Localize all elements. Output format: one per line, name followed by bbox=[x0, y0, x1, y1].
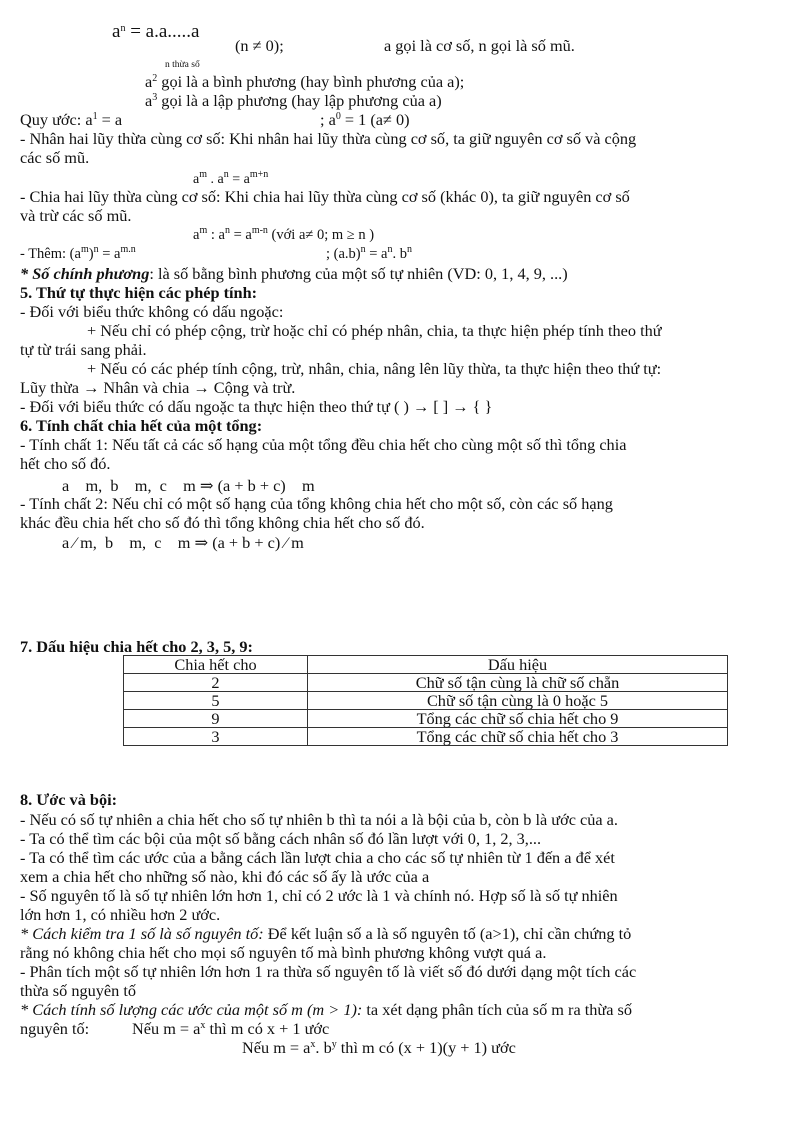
section8-line12-label: nguyên tố: bbox=[20, 1019, 90, 1038]
section8-line6: lớn hơn 1, có nhiều hơn 2 ước. bbox=[20, 905, 221, 924]
def-lhs: a bbox=[112, 21, 121, 42]
extra-line bbox=[20, 245, 136, 264]
prime-check-label: * Cách kiểm tra 1 số là số nguyên tố: bbox=[20, 924, 264, 943]
section5-heading: 5. Thứ tự thực hiện các phép tính: bbox=[20, 283, 258, 302]
section8-line2: - Ta có thể tìm các bội của một số bằng cách nhân số đó lần lượt với 0, 1, 2, 3,... bbox=[20, 829, 542, 848]
table-header-row bbox=[124, 656, 728, 674]
mf-n: n bbox=[223, 169, 229, 180]
section6-prop2-2: khác đều chia hết cho số đó thì tổng không chia hết cho số đó. bbox=[20, 513, 425, 532]
section8-line8: rằng nó không chia hết cho mọi số nguyên tố mà bình phương không vượt quá a. bbox=[20, 943, 547, 962]
divisor-count-case2 bbox=[242, 1038, 516, 1057]
def-condition: (n ≠ 0); bbox=[235, 36, 284, 55]
square-text: gọi là a bình phương (hay bình phương của a); bbox=[157, 72, 465, 91]
convention-rhs2: = 1 (a≠ 0) bbox=[340, 110, 410, 129]
case2-post: thì m có (x + 1)(y + 1) ước bbox=[336, 1038, 516, 1057]
df-eq: = a bbox=[229, 227, 252, 243]
extra-eq2: = a bbox=[365, 246, 388, 262]
cube-text: gọi là a lập phương (hay lập phương của a) bbox=[157, 91, 442, 110]
extra-n: n bbox=[93, 244, 99, 255]
table-cell: Chữ số tận cùng là 0 hoặc 5 bbox=[308, 692, 728, 710]
extra-label: - Thêm: (a bbox=[20, 246, 81, 262]
section8-count bbox=[20, 1000, 632, 1019]
extra-part2-text: ; (a.b) bbox=[326, 246, 361, 262]
table-row bbox=[124, 692, 728, 710]
table-cell: 9 bbox=[124, 710, 308, 728]
count-label: * Cách tính số lượng các ước của một số m (m > 1): bbox=[20, 1000, 363, 1019]
square-number-label: * Số chính phương bbox=[20, 264, 150, 283]
mf-m: m bbox=[199, 169, 207, 180]
case2-mid: . b bbox=[315, 1038, 332, 1057]
section6-prop1-1: - Tính chất 1: Nếu tất cả các số hạng của một tổng đều chia hết cho cùng một số thì tổng chia bbox=[20, 435, 627, 454]
section5-line6: - Đối với biểu thức có dấu ngoặc ta thực hiện theo thứ tự ( ) → [ ] → { } bbox=[20, 397, 493, 416]
extra-m: m bbox=[80, 244, 89, 255]
section5-line3: tự từ trái sang phải. bbox=[20, 340, 147, 359]
extra-n2: n bbox=[360, 244, 366, 255]
table-cell: Tổng các chữ số chia hết cho 9 bbox=[308, 710, 728, 728]
table-row bbox=[124, 710, 728, 728]
def-under: n thừa số bbox=[165, 60, 200, 70]
section8-prime-check bbox=[20, 924, 631, 943]
square-number-text: : là số bằng bình phương của một số tự nhiên (VD: 0, 1, 4, 9, ...) bbox=[149, 264, 568, 283]
power-definition bbox=[112, 22, 199, 41]
section6-prop2-1: - Tính chất 2: Nếu chỉ có một số hạng của tổng không chia hết cho một số, còn các số hạng bbox=[20, 494, 613, 513]
square-line: $a^2$ gọi là a bình phương (hay bình phương của a); bbox=[145, 72, 465, 91]
mf-mn: m+n bbox=[249, 169, 269, 180]
section8-line1: - Nếu có số tự nhiên a chia hết cho số tự nhiên b thì ta nói a là bội của b, còn b là ước của a. bbox=[20, 810, 618, 829]
extra-eq: = a bbox=[98, 246, 121, 262]
extra-mn: m.n bbox=[120, 244, 136, 255]
multiply-rule-2: các số mũ. bbox=[20, 148, 90, 167]
convention-rhs1: = a bbox=[97, 110, 123, 129]
extra-n3: n bbox=[387, 244, 393, 255]
section7-heading: 7. Dấu hiệu chia hết cho 2, 3, 5, 9: bbox=[20, 637, 253, 656]
divide-rule-1: - Chia hai lũy thừa cùng cơ số: Khi chia hai lũy thừa cùng cơ số (khác 0), ta giữ nguyên cơ số bbox=[20, 187, 630, 206]
square-sup: 2 bbox=[152, 73, 158, 84]
def-rhs: = a.a.....a bbox=[125, 21, 200, 42]
section8-line9: - Phân tích một số tự nhiên lớn hơn 1 ra thừa số nguyên tố là viết số đó dưới dạng một tích các bbox=[20, 962, 637, 981]
table-cell: Tổng các chữ số chia hết cho 3 bbox=[308, 728, 728, 746]
df-n: n bbox=[224, 225, 230, 236]
mf-a: a bbox=[193, 172, 200, 187]
extra-n4: n bbox=[407, 244, 412, 255]
table-header-cell: Dấu hiệu bbox=[308, 656, 728, 674]
df-mn: m-n bbox=[251, 225, 268, 236]
count-text: ta xét dạng phân tích của số m ra thừa số bbox=[362, 1000, 633, 1019]
multiply-rule-1: - Nhân hai lũy thừa cùng cơ số: Khi nhân hai lũy thừa cùng cơ số, ta giữ nguyên cơ số và cộng bbox=[20, 129, 637, 148]
section8-line5: - Số nguyên tố là số tự nhiên lớn hơn 1, chỉ có 2 ước là 1 và chính nó. Hợp số là số tự nhiên bbox=[20, 886, 618, 905]
df-m: m bbox=[199, 225, 208, 236]
cube-sup: 3 bbox=[152, 92, 158, 103]
convention-label: Quy ước: a bbox=[20, 110, 93, 129]
case2-pre: Nếu m = a bbox=[242, 1038, 311, 1057]
case1-sup: x bbox=[200, 1020, 206, 1031]
section5-line4: + Nếu có các phép tính cộng, trừ, nhân, chia, nâng lên lũy thừa, ta thực hiện theo thứ tự: bbox=[87, 359, 662, 378]
def-note: a gọi là cơ số, n gọi là số mũ. bbox=[384, 36, 575, 55]
table-cell: Chữ số tận cùng là chữ số chẵn bbox=[308, 674, 728, 692]
section6-prop1-2: hết cho số đó. bbox=[20, 454, 111, 473]
case1-pre: Nếu m = a bbox=[132, 1019, 201, 1038]
section8-line10: thừa số nguyên tố bbox=[20, 981, 136, 1000]
cube-line: $a^3$ gọi là a lập phương (hay lập phương của a) bbox=[145, 91, 442, 110]
mf-eq: = a bbox=[228, 172, 250, 187]
mf-dot: . a bbox=[207, 172, 224, 187]
section8-line3: - Ta có thể tìm các ước của a bằng cách lần lượt chia a cho các số tự nhiên từ 1 đến a để xét bbox=[20, 848, 615, 867]
divide-rule-2: và trừ các số mũ. bbox=[20, 206, 132, 225]
square-number-line bbox=[20, 264, 568, 283]
df-cond: (với a≠ 0; m ≥ n ) bbox=[267, 227, 375, 243]
table-row bbox=[124, 674, 728, 692]
section6-prop2-formula: a ∕ m, b m, c m ⇒ (a + b + c) ∕ m bbox=[62, 533, 304, 552]
divisor-count-case1 bbox=[132, 1019, 329, 1038]
section6-prop1-formula: a m, b m, c m ⇒ (a + b + c) m bbox=[62, 476, 315, 495]
convention-part2 bbox=[320, 110, 410, 129]
table-cell: 3 bbox=[124, 728, 308, 746]
def-lhs-sup: n bbox=[120, 23, 126, 34]
extra-part2 bbox=[326, 245, 412, 264]
convention-sup0: 0 bbox=[335, 111, 341, 122]
section5-line1: - Đối với biểu thức không có dấu ngoặc: bbox=[20, 302, 284, 321]
case2-sup1: x bbox=[310, 1039, 316, 1050]
case1-post: thì m có x + 1 ước bbox=[205, 1019, 330, 1038]
divide-formula bbox=[193, 226, 374, 245]
table-header-cell: Chia hết cho bbox=[124, 656, 308, 674]
df-colon: : a bbox=[207, 227, 225, 243]
section5-line2: + Nếu chỉ có phép cộng, trừ hoặc chỉ có phép nhân, chia, ta thực hiện phép tính theo thứ bbox=[87, 321, 662, 340]
section8-heading: 8. Ước và bội: bbox=[20, 790, 118, 809]
convention-part2-text: ; a bbox=[320, 110, 336, 129]
df-a: a bbox=[193, 227, 200, 243]
divisibility-table bbox=[123, 655, 728, 746]
case2-sup2: y bbox=[331, 1039, 337, 1050]
extra-b: . b bbox=[392, 246, 407, 262]
convention-sup1: 1 bbox=[92, 111, 98, 122]
section6-heading: 6. Tính chất chia hết của một tổng: bbox=[20, 416, 263, 435]
extra-close: ) bbox=[88, 246, 94, 262]
table-row bbox=[124, 728, 728, 746]
section5-line5: Lũy thừa → Nhân và chia → Cộng và trừ. bbox=[20, 378, 296, 397]
convention-line bbox=[20, 110, 122, 129]
prime-check-text: Để kết luận số a là số nguyên tố (a>1), chỉ cần chứng tỏ bbox=[263, 924, 632, 943]
table-cell: 5 bbox=[124, 692, 308, 710]
table-cell: 2 bbox=[124, 674, 308, 692]
section8-line4: xem a chia hết cho những số nào, khi đó các số ấy là ước của a bbox=[20, 867, 430, 886]
